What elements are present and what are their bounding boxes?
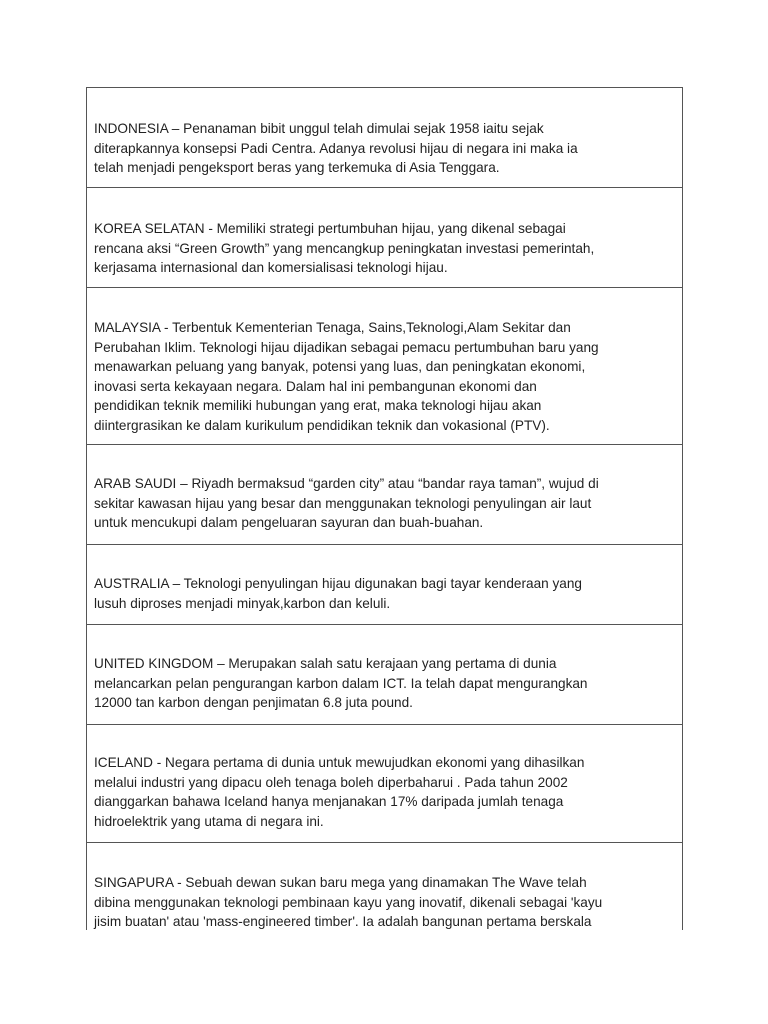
table-row-singapura xyxy=(87,843,682,930)
table-row-australia xyxy=(87,545,682,625)
row-text-indonesia: INDONESIA – Penanaman bibit unggul telah dimulai sejak 1958 iaitu sejak diterapkannya konsepsi Padi Centra. Adanya revolusi hijau di negara ini maka ia telah menjadi pengeksport beras yang terkemuka di Asia Tenggara. xyxy=(94,121,578,176)
row-text-arab-saudi: ARAB SAUDI – Riyadh bermaksud “garden city” atau “bandar raya taman”, wujud di sekitar kawasan hijau yang besar dan menggunakan teknologi penyulingan air laut untuk mencukupi dalam pengeluaran sayuran dan buah-buahan. xyxy=(94,476,599,531)
table-row-korea-selatan xyxy=(87,188,682,288)
row-text-united-kingdom: UNITED KINGDOM – Merupakan salah satu kerajaan yang pertama di dunia melancarkan pelan pengurangan karbon dalam ICT. Ia telah dapat mengurangkan 12000 tan karbon dengan penjimatan 6.8 juta pound. xyxy=(94,656,588,711)
row-text-malaysia: MALAYSIA - Terbentuk Kementerian Tenaga, Sains,Teknologi,Alam Sekitar dan Perubahan Iklim. Teknologi hijau dijadikan sebagai pemacu pertumbuhan baru yang menawarkan peluang yang banyak, potensi yang luas, dan peningkatan ekonomi, inovasi serta kekayaan negara. Dalam hal ini pembangunan ekonomi dan pendidikan teknik memiliki hubungan yang erat, maka teknologi hijau akan diintergrasikan ke dalam kurikulum pendidikan teknik dan vokasional (PTV). xyxy=(94,320,599,433)
table-row-united-kingdom xyxy=(87,625,682,725)
table-row-iceland xyxy=(87,725,682,843)
row-text-korea-selatan: KOREA SELATAN - Memiliki strategi pertumbuhan hijau, yang dikenal sebagai rencana aksi “Green Growth” yang mencangkup peningkatan investasi pemerintah, kerjasama internasional dan komersialisasi teknologi hijau. xyxy=(94,221,595,276)
table-row-indonesia xyxy=(87,88,682,188)
row-text-iceland: ICELAND - Negara pertama di dunia untuk mewujudkan ekonomi yang dihasilkan melalui industri yang dipacu oleh tenaga boleh diperbaharui . Pada tahun 2002 dianggarkan bahawa Iceland hanya menjanakan 17% daripada jumlah tenaga hidroelektrik yang utama di negara ini. xyxy=(94,755,585,829)
country-table xyxy=(86,87,683,930)
table-row-malaysia xyxy=(87,288,682,445)
row-text-singapura: SINGAPURA - Sebuah dewan sukan baru mega yang dinamakan The Wave telah dibina menggunakan teknologi pembinaan kayu yang inovatif, dikenali sebagai 'kayu jisim buatan' atau 'mass-engineered timber'. Ia adalah bangunan pertama berskala xyxy=(94,875,603,930)
table-row-arab-saudi xyxy=(87,445,682,545)
row-text-australia: AUSTRALIA – Teknologi penyulingan hijau digunakan bagi tayar kenderaan yang lusuh diproses menjadi minyak,karbon dan keluli. xyxy=(94,576,582,611)
